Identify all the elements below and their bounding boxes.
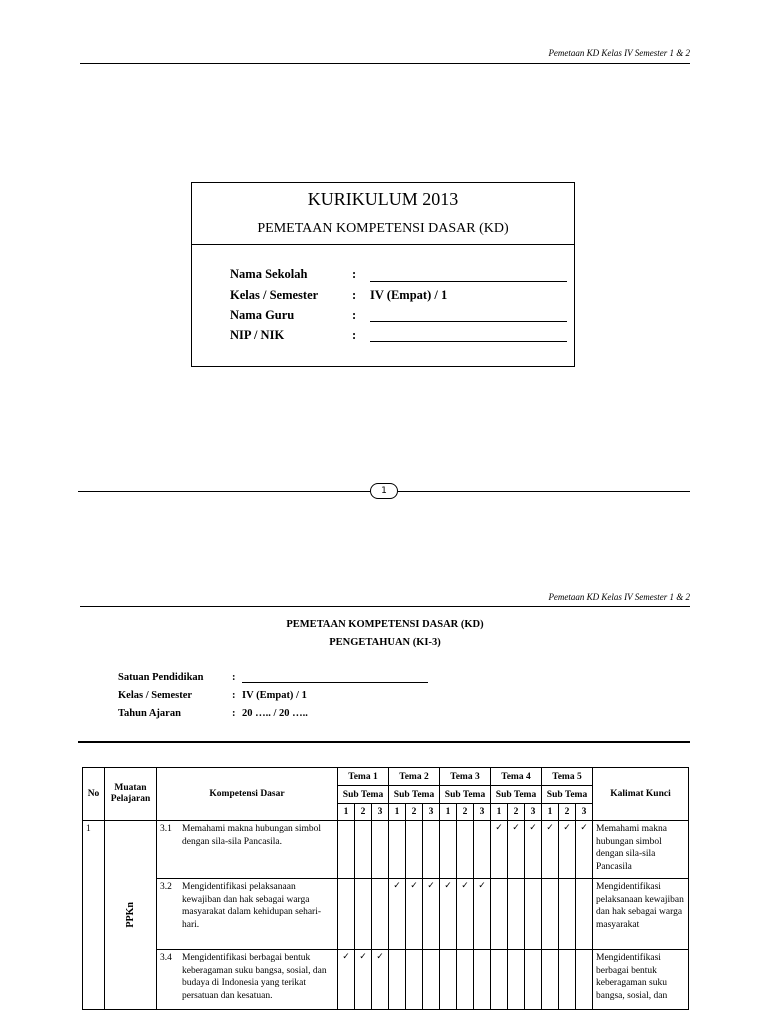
kompetensi-cell [157,950,338,1010]
kd-text: Mengidentifikasi pelaksanaan kewajiban dan hak sebagai warga masyarakat dalam kehidupan sehari-hari. [182,882,322,930]
kd-mapping-table [82,767,689,1010]
empty-check-cell [372,879,389,950]
header-no: No [83,768,105,821]
cover-colon: : [352,267,357,281]
header-sub-tema: Sub Tema [389,786,440,804]
header-kompetensi: Kompetensi Dasar [157,768,338,821]
table-row [83,950,689,1010]
check-mark: ✓ [389,879,406,950]
kalimat-kunci-cell: Memahami makna hubungan simbol dengan sila-sila Pancasila [593,821,689,879]
blank-line-unit [242,682,428,683]
cover-label-school: Nama Sekolah [230,267,308,281]
header-sub-number: 1 [491,804,508,821]
cover-subtitle: PEMETAAN KOMPETENSI DASAR (KD) [257,221,509,236]
cover-divider [192,244,574,245]
header-sub-number: 3 [423,804,440,821]
page-number: 1 [370,483,398,499]
subject-cell [105,821,157,1010]
empty-check-cell [525,879,542,950]
check-mark: ✓ [576,821,593,879]
page2-value-year: 20 ….. / 20 ….. [242,708,308,719]
check-mark: ✓ [542,821,559,879]
cover-colon: : [352,308,357,322]
page2-colon: : [232,708,236,719]
empty-check-cell [491,879,508,950]
kd-code: 3.4 [160,953,172,963]
empty-check-cell [440,821,457,879]
blank-line-nip [370,341,567,342]
header-kalimat-kunci: Kalimat Kunci [593,768,689,821]
page2-label-class: Kelas / Semester [118,690,193,701]
blank-line-teacher [370,321,567,322]
empty-check-cell [457,821,474,879]
empty-check-cell [559,879,576,950]
empty-check-cell [406,950,423,1010]
subject-name: PPKn [125,902,136,928]
empty-check-cell [372,821,389,879]
header-sub-number: 1 [338,804,355,821]
page2-label-year: Tahun Ajaran [118,708,181,719]
check-mark: ✓ [508,821,525,879]
section-rule [78,741,690,743]
cover-label-teacher: Nama Guru [230,308,295,322]
empty-check-cell [508,950,525,1010]
empty-check-cell [525,950,542,1010]
kd-code: 3.1 [160,824,172,834]
header-sub-number: 2 [355,804,372,821]
check-mark: ✓ [457,879,474,950]
empty-check-cell [559,950,576,1010]
header-sub-number: 1 [542,804,559,821]
page2-title: PEMETAAN KOMPETENSI DASAR (KD) [286,619,484,630]
check-mark: ✓ [372,950,389,1010]
running-header: Pemetaan KD Kelas IV Semester 1 & 2 [548,48,690,58]
header-sub-number: 2 [559,804,576,821]
empty-check-cell [508,879,525,950]
header-tema-4: Tema 4 [491,768,542,786]
empty-check-cell [440,950,457,1010]
page2-colon: : [232,672,236,683]
table-row [83,879,689,950]
header-sub-number: 2 [508,804,525,821]
empty-check-cell [406,821,423,879]
empty-check-cell [423,950,440,1010]
header-sub-number: 3 [576,804,593,821]
empty-check-cell [491,950,508,1010]
empty-check-cell [389,821,406,879]
page2-label-unit: Satuan Pendidikan [118,672,204,683]
header-sub-number: 1 [389,804,406,821]
header-tema-3: Tema 3 [440,768,491,786]
header-tema-5: Tema 5 [542,768,593,786]
row-number: 1 [83,821,105,1010]
check-mark: ✓ [474,879,491,950]
empty-check-cell [338,821,355,879]
blank-line-school [370,281,567,282]
page2-subtitle: PENGETAHUAN (KI-3) [329,637,441,648]
page2-value-class: IV (Empat) / 1 [242,690,307,701]
kalimat-kunci-cell: Mengidentifikasi berbagai bentuk keberagaman suku bangsa, sosial, dan [593,950,689,1010]
header-sub-number: 1 [440,804,457,821]
check-mark: ✓ [406,879,423,950]
kd-code: 3.2 [160,882,172,892]
check-mark: ✓ [423,879,440,950]
page2-colon: : [232,690,236,701]
empty-check-cell [355,879,372,950]
table-row [83,821,689,879]
cover-box [191,182,575,367]
cover-colon: : [352,288,357,302]
header-tema-1: Tema 1 [338,768,389,786]
kd-text: Memahami makna hubungan simbol dengan sila-sila Pancasila. [182,824,322,847]
empty-check-cell [542,950,559,1010]
header-sub-number: 2 [406,804,423,821]
empty-check-cell [389,950,406,1010]
page-number-rule-left [78,491,370,492]
header-tema-2: Tema 2 [389,768,440,786]
empty-check-cell [474,950,491,1010]
kalimat-kunci-cell: Mengidentifikasi pelaksanaan kewajiban dan hak sebagai warga masyarakat [593,879,689,950]
check-mark: ✓ [440,879,457,950]
header-sub-tema: Sub Tema [440,786,491,804]
header-sub-number: 3 [474,804,491,821]
cover-colon: : [352,328,357,342]
page-number-rule-right [398,491,690,492]
empty-check-cell [576,879,593,950]
cover-label-class: Kelas / Semester [230,288,319,302]
empty-check-cell [457,950,474,1010]
check-mark: ✓ [525,821,542,879]
header-sub-number: 3 [372,804,389,821]
header-sub-tema: Sub Tema [491,786,542,804]
kompetensi-cell [157,821,338,879]
header-rule [80,63,690,64]
check-mark: ✓ [491,821,508,879]
empty-check-cell [355,821,372,879]
empty-check-cell [338,879,355,950]
header-sub-tema: Sub Tema [542,786,593,804]
running-header: Pemetaan KD Kelas IV Semester 1 & 2 [548,592,690,602]
header-muatan: Muatan Pelajaran [105,768,157,821]
header-sub-number: 3 [525,804,542,821]
check-mark: ✓ [338,950,355,1010]
header-sub-tema: Sub Tema [338,786,389,804]
empty-check-cell [474,821,491,879]
empty-check-cell [423,821,440,879]
kompetensi-cell [157,879,338,950]
check-mark: ✓ [559,821,576,879]
empty-check-cell [542,879,559,950]
check-mark: ✓ [355,950,372,1010]
cover-title: KURIKULUM 2013 [307,189,459,209]
header-rule [80,606,690,607]
empty-check-cell [576,950,593,1010]
kd-text: Mengidentifikasi berbagai bentuk keberagaman suku bangsa, sosial, dan budaya di Indonesia yang terikat persatuan dan kesatuan. [182,953,327,1001]
cover-label-nip: NIP / NIK [230,328,285,342]
cover-value-class: IV (Empat) / 1 [370,288,448,302]
header-sub-number: 2 [457,804,474,821]
